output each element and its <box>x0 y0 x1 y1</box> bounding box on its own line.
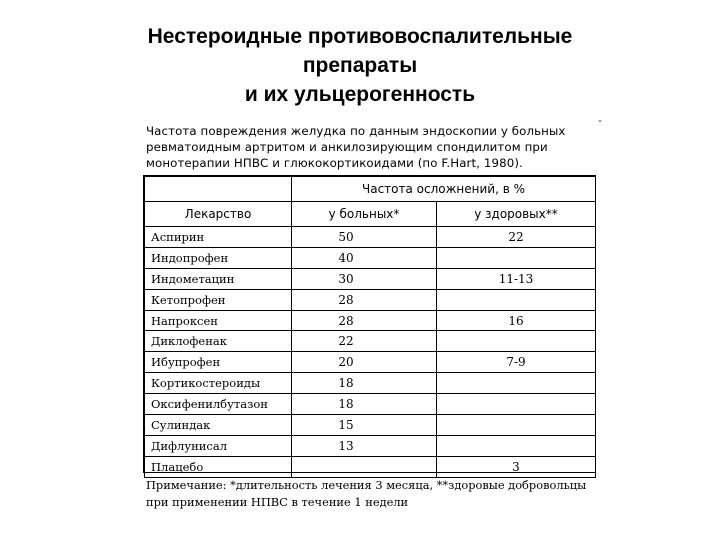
slide-title-line: и их ульцерогенность <box>244 83 476 106</box>
caption-line: Частота повреждения желудка по данным эндоскопии у больных <box>146 124 566 138</box>
stray-dash: - <box>598 113 602 127</box>
drug-name: Кортикостероиды <box>145 373 292 394</box>
patients-value: 18 <box>292 394 437 415</box>
patients-value: 30 <box>292 268 437 289</box>
healthy-value <box>437 289 596 310</box>
column-header-healthy: у здоровых** <box>437 202 596 227</box>
slide-title-line: Нестероидные противовоспалительные <box>147 25 573 48</box>
table-row <box>145 310 596 331</box>
ulcerogenicity-table <box>143 175 596 473</box>
table-row <box>145 394 596 415</box>
healthy-value <box>437 247 596 268</box>
drug-name: Ибупрофен <box>145 352 292 373</box>
drug-name: Индометацин <box>145 268 292 289</box>
drug-name: Напроксен <box>145 310 292 331</box>
table-row <box>145 268 596 289</box>
patients-value: 28 <box>292 289 437 310</box>
patients-value: 28 <box>292 310 437 331</box>
header-empty-cell <box>145 177 292 202</box>
healthy-value: 16 <box>437 310 596 331</box>
slide-title <box>90 22 630 109</box>
patients-value: 13 <box>292 435 437 456</box>
healthy-value <box>437 435 596 456</box>
table-row <box>145 352 596 373</box>
drug-name: Аспирин <box>145 227 292 248</box>
healthy-value <box>437 331 596 352</box>
healthy-value <box>437 415 596 436</box>
drug-name: Дифлунисал <box>145 435 292 456</box>
patients-value: 15 <box>292 415 437 436</box>
table-row <box>145 289 596 310</box>
table-row <box>145 227 596 248</box>
drug-name: Кетопрофен <box>145 289 292 310</box>
healthy-value: 11-13 <box>437 268 596 289</box>
table-row <box>145 331 596 352</box>
healthy-value: 22 <box>437 227 596 248</box>
table-row <box>145 435 596 456</box>
table-row <box>145 247 596 268</box>
footnote-line: при применении НПВС в течение 1 недели <box>146 495 409 509</box>
drug-name: Индопрофен <box>145 247 292 268</box>
column-header-patients: у больных* <box>292 202 437 227</box>
group-header: Частота осложнений, в % <box>292 177 596 202</box>
column-header-drug: Лекарство <box>145 202 292 227</box>
table-row <box>145 373 596 394</box>
patients-value: 22 <box>292 331 437 352</box>
healthy-value: 7-9 <box>437 352 596 373</box>
healthy-value: 3 <box>437 456 596 477</box>
caption-line: монотерапии НПВС и глюкокортикоидами (по F.Hart, 1980). <box>146 156 523 170</box>
patients-value: 18 <box>292 373 437 394</box>
table-header-row <box>145 202 596 227</box>
drug-name: Диклофенак <box>145 331 292 352</box>
table-footnote <box>146 477 606 511</box>
patients-value: 50 <box>292 227 437 248</box>
drug-name: Оксифенилбутазон <box>145 394 292 415</box>
table-caption <box>146 123 596 171</box>
table-row <box>145 415 596 436</box>
patients-value: 20 <box>292 352 437 373</box>
healthy-value <box>437 394 596 415</box>
slide-title-line: препараты <box>302 54 418 77</box>
footnote-line: Примечание: *длительность лечения 3 месяца, **здоровые добровольцы <box>146 478 587 492</box>
drug-name: Сулиндак <box>145 415 292 436</box>
healthy-value <box>437 373 596 394</box>
table-row <box>145 456 596 477</box>
patients-value <box>292 456 437 477</box>
data-table <box>144 176 596 478</box>
table-header-row <box>145 177 596 202</box>
caption-line: ревматоидным артритом и анкилозирующим спондилитом при <box>146 140 548 154</box>
drug-name: Плацебо <box>145 456 292 477</box>
patients-value: 40 <box>292 247 437 268</box>
